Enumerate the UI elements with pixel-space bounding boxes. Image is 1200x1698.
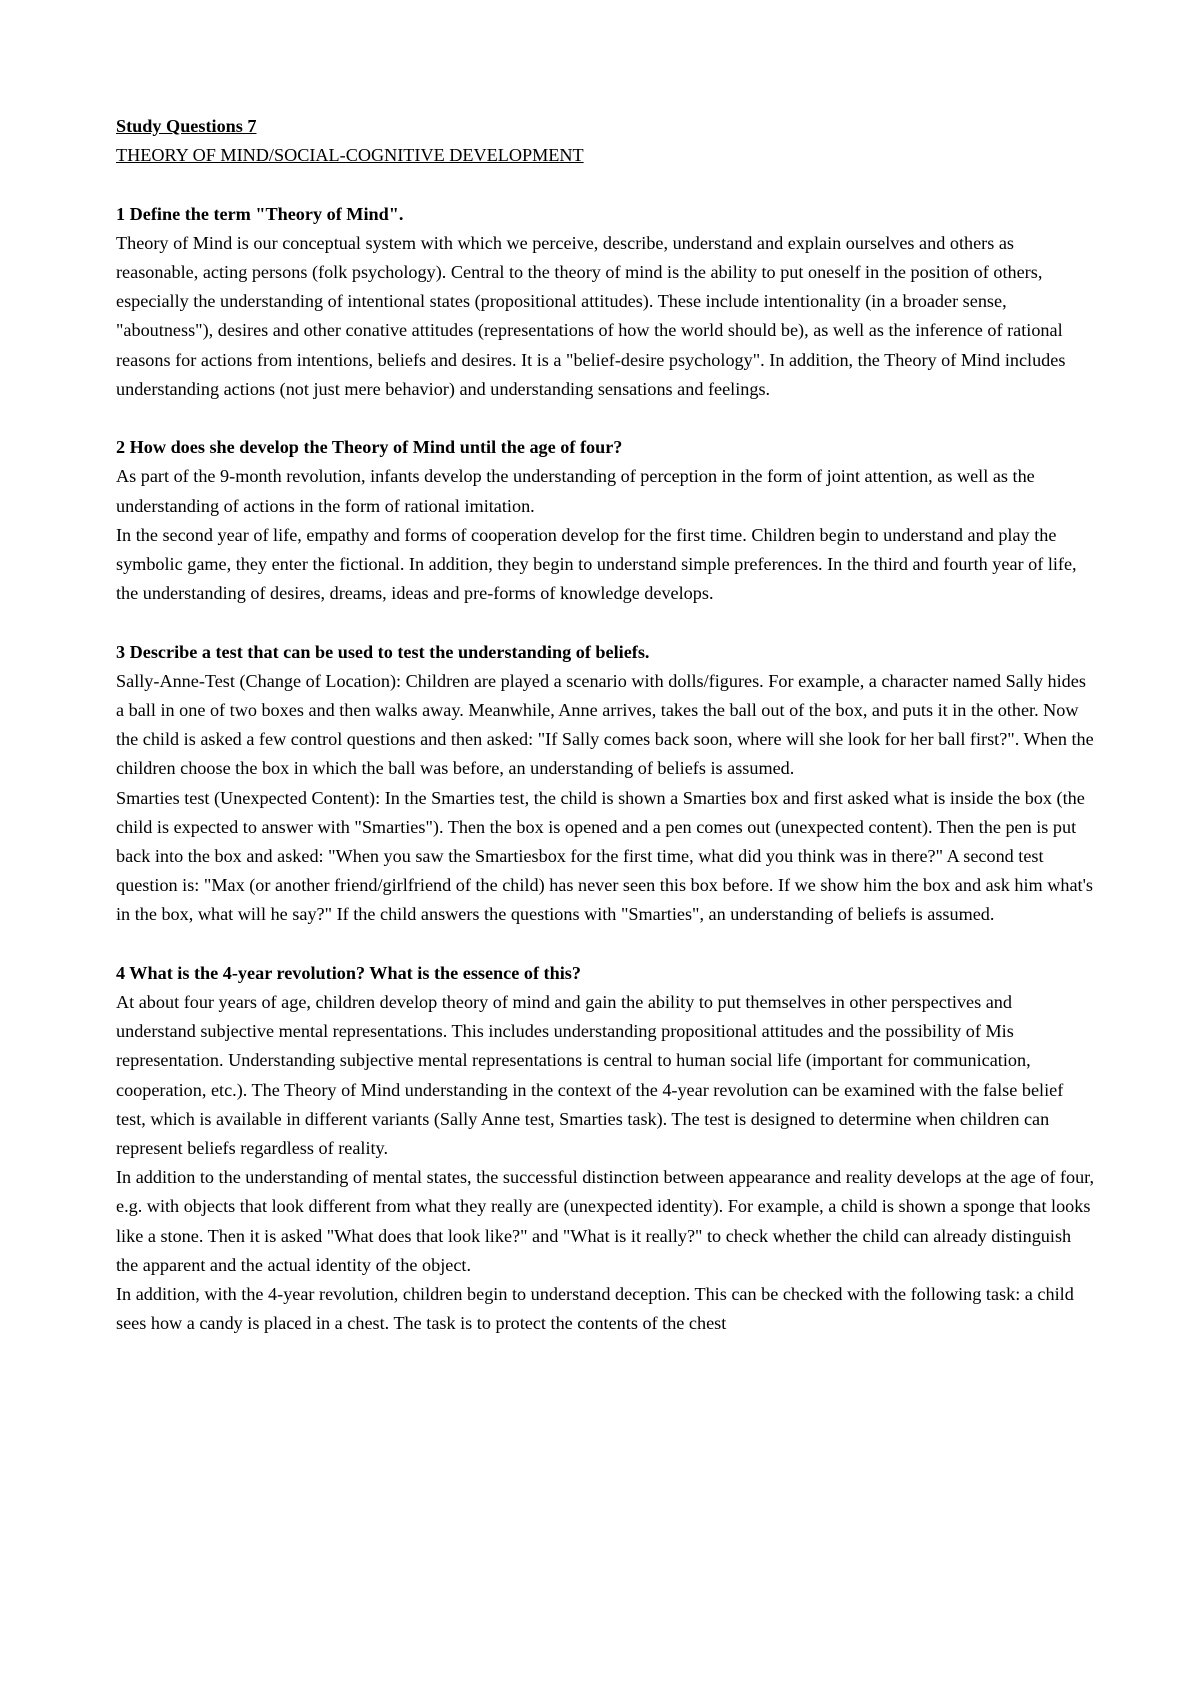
spacer xyxy=(116,170,1096,199)
answer-paragraph: In addition, with the 4-year revolution, children begin to understand deception. This can be checked with the following task: a child sees how a candy is placed in a chest. The task is to protect the contents of the chest xyxy=(116,1284,1074,1334)
question-heading: 3 Describe a test that can be used to test the understanding of beliefs. xyxy=(116,641,650,662)
document-page xyxy=(116,112,1096,1338)
section-2 xyxy=(116,433,1096,608)
spacer xyxy=(116,404,1096,433)
answer-paragraph: In the second year of life, empathy and forms of cooperation develop for the first time. Children begin to understand and play the symbolic game, they enter the fictional. In addition, they begin to understand simple preferences. In the third and fourth year of life, the understanding of desires, dreams, ideas and pre-forms of knowledge develops. xyxy=(116,524,1077,604)
document-subtitle: THEORY OF MIND/SOCIAL-COGNITIVE DEVELOPMENT xyxy=(116,145,584,166)
question-heading: 1 Define the term "Theory of Mind". xyxy=(116,203,404,224)
section-3 xyxy=(116,638,1096,930)
answer-paragraph: Sally-Anne-Test (Change of Location): Children are played a scenario with dolls/figures. For example, a character named Sally hides a ball in one of two boxes and then walks away. Meanwhile, Anne arrives, takes the ball out of the box, and puts it in the other. Now the child is asked a few control questions and then asked: "If Sally comes back soon, where will she look for her ball first?". When the children choose the box in which the ball was before, an understanding of beliefs is assumed. xyxy=(116,670,1094,779)
question-heading: 4 What is the 4-year revolution? What is the essence of this? xyxy=(116,962,581,983)
answer-paragraph: As part of the 9-month revolution, infants develop the understanding of perception in the form of joint attention, as well as the understanding of actions in the form of rational imitation. xyxy=(116,466,1035,516)
answer-paragraph: Theory of Mind is our conceptual system with which we perceive, describe, understand and explain ourselves and others as reasonable, acting persons (folk psychology). Central to the theory of mind is the ability to put oneself in the position of others, especially the understanding of intentional states (propositional attitudes). These include intentionality (in a broader sense, "aboutness"), desires and other conative attitudes (representations of how the world should be), as well as the inference of rational reasons for actions from intentions, beliefs and desires. It is a "belief-desire psychology". In addition, the Theory of Mind includes understanding actions (not just mere behavior) and understanding sensations and feelings. xyxy=(116,232,1066,399)
answer-paragraph: Smarties test (Unexpected Content): In the Smarties test, the child is shown a Smarties box and first asked what is inside the box (the child is expected to answer with "Smarties"). Then the box is opened and a pen comes out (unexpected content). Then the pen is put back into the box and asked: "When you saw the Smartiesbox for the first time, what did you think was in there?" A second test question is: "Max (or another friend/girlfriend of the child) has never seen this box before. If we show him the box and ask him what's in the box, what will he say?" If the child answers the questions with "Smarties", an understanding of beliefs is assumed. xyxy=(116,787,1093,925)
answer-paragraph: In addition to the understanding of mental states, the successful distinction between appearance and reality develops at the age of four, e.g. with objects that look different from what they really are (unexpected identity). For example, a child is shown a sponge that looks like a stone. Then it is asked "What does that look like?" and "What is it really?" to check whether the child can already distinguish the apparent and the actual identity of the object. xyxy=(116,1167,1095,1275)
question-heading: 2 How does she develop the Theory of Mind until the age of four? xyxy=(116,437,623,458)
section-4 xyxy=(116,959,1096,1339)
section-1 xyxy=(116,200,1096,404)
spacer xyxy=(116,608,1096,637)
document-title: Study Questions 7 xyxy=(116,116,257,136)
spacer xyxy=(116,930,1096,959)
answer-paragraph: At about four years of age, children develop theory of mind and gain the ability to put themselves in other perspectives and understand subjective mental representations. This includes understanding propositional attitudes and the possibility of Mis representation. Understanding subjective mental representations is central to human social life (important for communication, cooperation, etc.). The Theory of Mind understanding in the context of the 4-year revolution can be examined with the false belief test, which is available in different variants (Sally Anne test, Smarties task). The test is designed to determine when children can represent beliefs regardless of reality. xyxy=(116,992,1064,1159)
